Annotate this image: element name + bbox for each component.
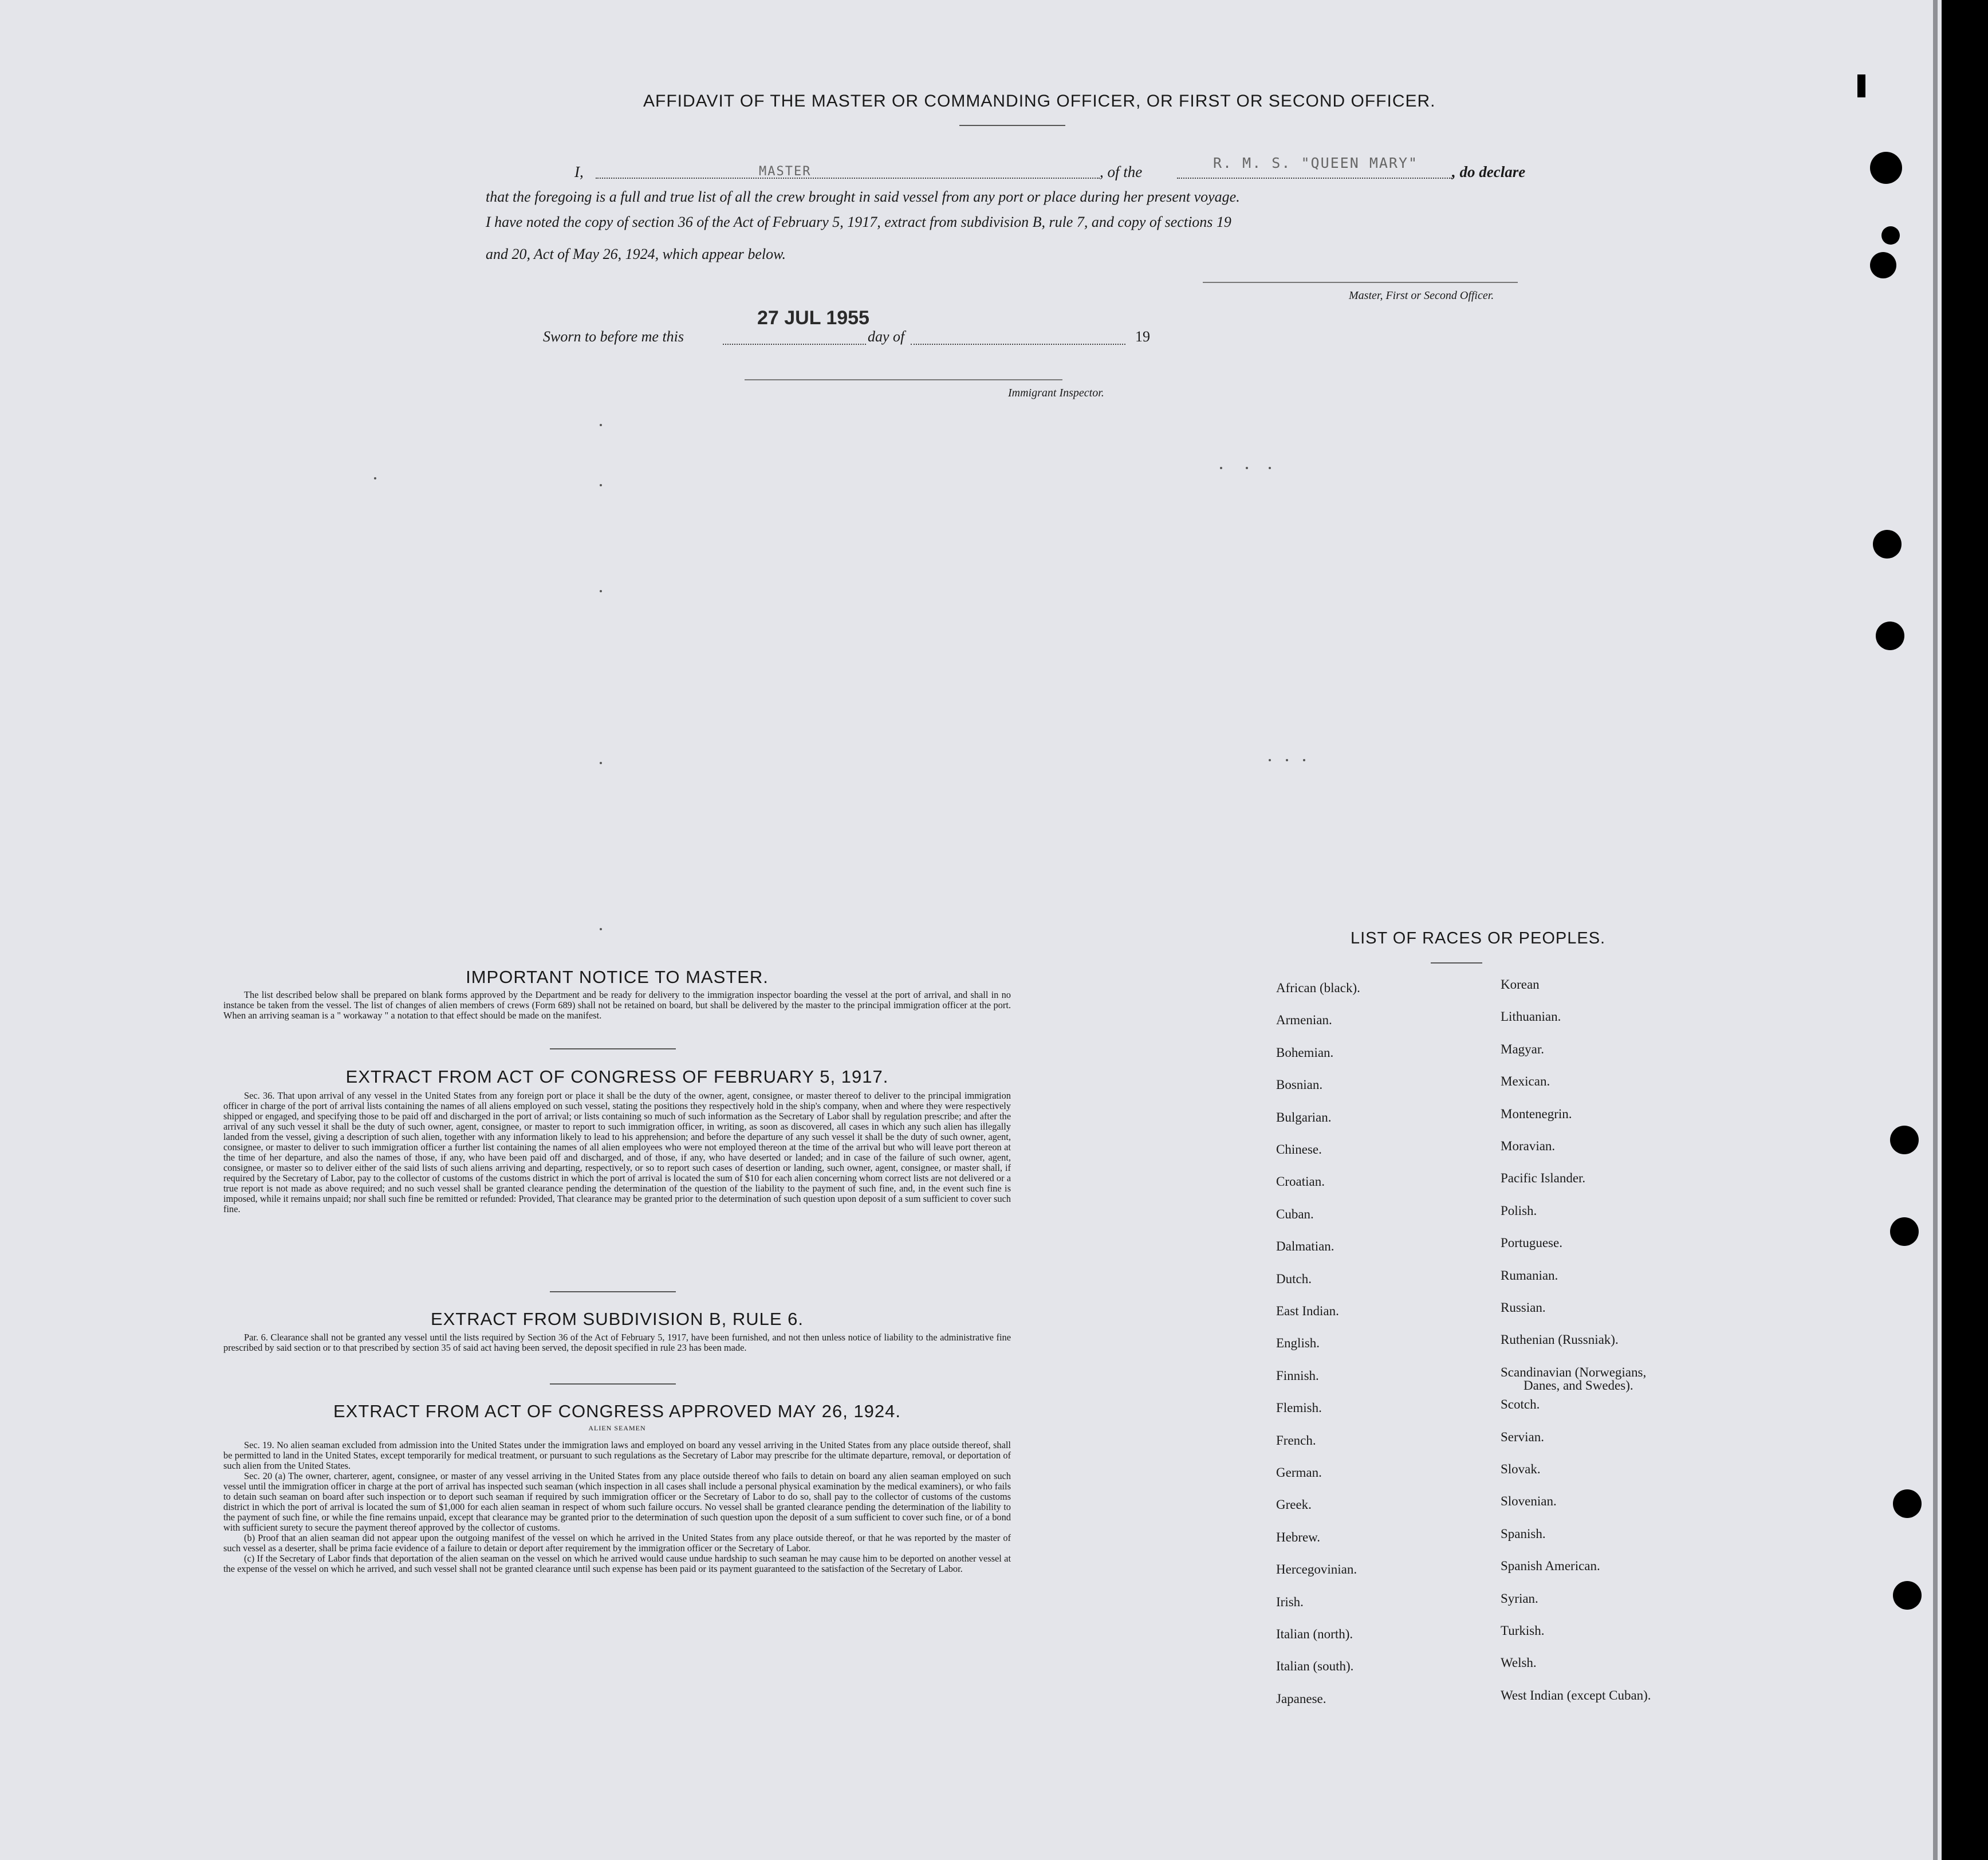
punch-hole bbox=[1870, 152, 1902, 184]
race-item: Flemish. bbox=[1276, 1401, 1322, 1415]
race-item: Hercegovinian. bbox=[1276, 1562, 1357, 1577]
punch-hole bbox=[1881, 226, 1900, 245]
races-underline bbox=[1431, 962, 1482, 964]
race-item: Dalmatian. bbox=[1276, 1239, 1334, 1254]
sec-20c-text: (c) If the Secretary of Labor finds that deportation of the alien seaman on the vessel on which he arrived would cause undue hardship to such seaman he may cause him to be deported on another vessel at the expense of the vessel on which he arrived, and such vessel shall not be granted clearance until such expense has been paid or its payment guaranteed to the satisfaction of the Secretary of Labor. bbox=[223, 1553, 1011, 1574]
vessel-value: R. M. S. "QUEEN MARY" bbox=[1213, 155, 1419, 171]
race-item: Irish. bbox=[1276, 1594, 1304, 1609]
race-item: Rumanian. bbox=[1501, 1268, 1558, 1283]
race-item: Portuguese. bbox=[1501, 1236, 1562, 1251]
sworn-label: Sworn to before me this bbox=[543, 328, 684, 345]
extract-1924-body bbox=[223, 1440, 1011, 1574]
race-item: Scandinavian (Norwegians, bbox=[1501, 1364, 1647, 1379]
race-item: Syrian. bbox=[1501, 1591, 1538, 1606]
race-item: French. bbox=[1276, 1433, 1316, 1448]
sec-20a-text: Sec. 20 (a) The owner, charterer, agent, consignee, or master of any vessel arriving in the United States from any place outside thereof who fails to detain on board any alien seaman employed on such vessel until the immigration officer in charge at the port of arrival has inspected such seaman (which inspection in all cases shall include a personal physical examination by the medical examiners), or who fails to detain such seaman on board after such inspection or to deport such seaman if required by such immigration officer or the Secretary of Labor to do so, shall pay to the collector of customs of the customs district in which the port of arrival is located the sum of $1,000 for each alien seaman in respect of whom such failure occurs. No vessel shall be granted clearance pending the determination of the liability to the payment of such fine, or while the fine remains unpaid, except that clearance may be granted prior to the determination of such question upon the deposit of a sum sufficient to cover such fine, or of a bond with sufficient surety to secure the payment thereof approved by the collector of customs. bbox=[223, 1470, 1011, 1533]
race-item: Italian (south). bbox=[1276, 1659, 1354, 1674]
sec-20b-text: (b) Proof that an alien seaman did not appear upon the outgoing manifest of the vessel on which he arrived in the United States from any place outside thereof, or that he was reported by the master of such vessel as a deserter, shall be prima facie evidence of a failure to detain or deport after requirement by the immigration officer or the Secretary of Labor. bbox=[223, 1532, 1011, 1554]
declaration-line-4: and 20, Act of May 26, 1924, which appear below. bbox=[486, 246, 786, 262]
do-declare-label: , do declare bbox=[1452, 163, 1526, 180]
race-item: Russian. bbox=[1501, 1300, 1546, 1315]
race-item: Korean bbox=[1501, 977, 1540, 992]
punch-hole bbox=[1893, 1489, 1922, 1518]
race-item: Italian (north). bbox=[1276, 1627, 1353, 1641]
notice-body bbox=[223, 990, 1011, 1021]
punch-hole bbox=[1876, 622, 1904, 650]
race-item: Pacific Islander. bbox=[1501, 1171, 1586, 1186]
sec-19-text: Sec. 19. No alien seaman excluded from admission into the United States under the immigration laws and employed on board any vessel arriving in the United States from any place outside thereof, shall be permitted to land in the United States, except temporarily for medical treatment, or pursuant to such regulations as the Secretary of Labor may prescribe for the ultimate departure, removal, or deportation of such alien from the United States. bbox=[223, 1440, 1011, 1471]
race-item: Welsh. bbox=[1501, 1655, 1537, 1670]
vessel-blank-line bbox=[1177, 178, 1452, 179]
race-item: Bosnian. bbox=[1276, 1078, 1323, 1092]
extract-1917-title: EXTRACT FROM ACT OF CONGRESS OF FEBRUARY 5, 1917. bbox=[345, 1067, 889, 1087]
day-blank-line bbox=[723, 344, 866, 345]
notice-title: IMPORTANT NOTICE TO MASTER. bbox=[466, 967, 769, 987]
punch-hole bbox=[1890, 1217, 1919, 1246]
affidavit-title: AFFIDAVIT OF THE MASTER OR COMMANDING OFFICER, OR FIRST OR SECOND OFFICER. bbox=[643, 92, 1436, 111]
title-underline bbox=[959, 125, 1065, 126]
rule-6-body bbox=[223, 1332, 1011, 1353]
race-item: Japanese. bbox=[1276, 1691, 1326, 1706]
declare-label-i: I, bbox=[574, 163, 584, 180]
race-item: West Indian (except Cuban). bbox=[1501, 1688, 1651, 1702]
race-item: Scotch. bbox=[1501, 1397, 1540, 1412]
race-item: Chinese. bbox=[1276, 1142, 1322, 1157]
race-item: Dutch. bbox=[1276, 1271, 1312, 1286]
punch-hole bbox=[1873, 530, 1902, 559]
punch-hole bbox=[1870, 252, 1896, 278]
inspector-caption: Immigrant Inspector. bbox=[1008, 387, 1104, 399]
signature-caption: Master, First or Second Officer. bbox=[1349, 289, 1494, 302]
extract-1924-title: EXTRACT FROM ACT OF CONGRESS APPROVED MAY 26, 1924. bbox=[333, 1401, 902, 1421]
race-item: English. bbox=[1276, 1336, 1320, 1351]
par-6-text: Par. 6. Clearance shall not be granted any vessel until the lists required by Section 36 of the Act of February 5, 1917, have been furnished, and not then unless notice of liability to the administrative fine prescribed by said section or to that prescribed by section 35 of said act having been served, the deposit specified in rule 23 has been made. bbox=[223, 1332, 1011, 1353]
declaration-line-3: I have noted the copy of section 36 of the Act of February 5, 1917, extract from subdivision B, rule 7, and copy of sections 19 bbox=[486, 214, 1231, 230]
divider bbox=[550, 1291, 676, 1292]
punch-hole bbox=[1890, 1126, 1919, 1154]
section-36-text: Sec. 36. That upon arrival of any vessel in the United States from any foreign port or place it shall be the duty of the owner, agent, consignee, or master thereof to deliver to the principal immigration officer in charge of the port of arrival lists containing the names of all aliens employed on such vessel, stating the positions they respectively hold in the ship's company, when and where they were respectively shipped or engaged, and specifying those to be paid off and discharged in the port of arrival; or lists containing so much of such information as the Secretary of Labor shall by regulation prescribe; and after the arrival of any such vessel it shall be the duty of such owner, agent, consignee, or master to report to such immigration officer, in writing, as soon as discovered, all cases in which any such alien has illegally landed from the vessel, giving a description of such alien, together with any information likely to lead to his apprehension; and before the departure of any such vessel it shall be the duty of such owner, agent, consignee, or master to deliver to such immigration officer a further list containing the names of all alien employees who were not employed thereon at the time of the arrival but who will leave port thereon at the time of her departure, and also the names of those, if any, who have been paid off and discharged, and of those, if any, who have deserted or landed; and in case of the failure of such owner, agent, consignee, or master so to deliver either of the said lists of such aliens arriving and departing, respectively, or so to report such cases of desertion or landing, such owner, agent, consignee, or master shall, if required by the Secretary of Labor, pay to the collector of customs of the customs district in which the port of arrival is located the sum of $10 for each alien concerning whom correct lists are not delivered or a true report is not made as above required; and no such vessel shall be granted clearance pending the determination of the question of the liability to the payment of such fine, and, in the event such fine is imposed, while it remains unpaid; nor shall such fine be remitted or refunded: Provided, That clearance may be granted prior to the determination of such question upon deposit of a sum sufficient to cover such fine. bbox=[223, 1090, 1011, 1214]
page-edge bbox=[1933, 0, 1938, 1860]
master-value: MASTER bbox=[759, 164, 812, 179]
month-blank-line bbox=[911, 344, 1125, 345]
tab-mark bbox=[1857, 74, 1865, 97]
race-item: Armenian. bbox=[1276, 1013, 1332, 1028]
extract-1917-body bbox=[223, 1091, 1011, 1214]
race-item: African (black). bbox=[1276, 981, 1360, 995]
inspector-signature-line bbox=[745, 379, 1062, 380]
date-stamp: 27 JUL 1955 bbox=[757, 307, 869, 329]
race-item: East Indian. bbox=[1276, 1304, 1339, 1318]
races-title: LIST OF RACES OR PEOPLES. bbox=[1351, 929, 1606, 947]
master-blank-line bbox=[596, 178, 1100, 179]
race-item: Hebrew. bbox=[1276, 1529, 1321, 1544]
race-item: Danes, and Swedes). bbox=[1524, 1378, 1633, 1393]
of-the-label: , of the bbox=[1100, 163, 1143, 180]
race-item: Cuban. bbox=[1276, 1206, 1314, 1221]
divider bbox=[550, 1048, 676, 1049]
race-item: Spanish American. bbox=[1501, 1559, 1600, 1574]
race-item: Servian. bbox=[1501, 1429, 1545, 1444]
race-item: Bohemian. bbox=[1276, 1045, 1334, 1060]
race-item: Greek. bbox=[1276, 1497, 1312, 1512]
race-item: German. bbox=[1276, 1465, 1322, 1480]
divider bbox=[550, 1383, 676, 1385]
race-item: Mexican. bbox=[1501, 1074, 1550, 1089]
race-item: Moravian. bbox=[1501, 1139, 1556, 1153]
punch-hole bbox=[1893, 1581, 1922, 1610]
year-label: 19 bbox=[1135, 328, 1150, 345]
race-item: Turkish. bbox=[1501, 1623, 1545, 1638]
notice-paragraph: The list described below shall be prepared on blank forms approved by the Department and be ready for delivery to the immigration inspector boarding the vessel at the port of arrival, and shall in no instance be taken from the vessel. The list of changes of alien members of crews (Form 689) shall not be retained on board, but shall be delivered by the master to the principal immigration officer at the port. When an arriving seaman is a " workaway " a notation to that effect should be made on the manifest. bbox=[223, 989, 1011, 1021]
race-item: Finnish. bbox=[1276, 1368, 1319, 1383]
race-item: Magyar. bbox=[1501, 1041, 1545, 1056]
race-item: Ruthenian (Russniak). bbox=[1501, 1332, 1619, 1347]
rule-6-title: EXTRACT FROM SUBDIVISION B, RULE 6. bbox=[430, 1309, 804, 1329]
race-item: Spanish. bbox=[1501, 1526, 1546, 1541]
race-item: Bulgarian. bbox=[1276, 1110, 1332, 1124]
race-item: Slovenian. bbox=[1501, 1494, 1557, 1509]
signature-line bbox=[1203, 282, 1518, 283]
race-item: Montenegrin. bbox=[1501, 1106, 1572, 1121]
race-item: Lithuanian. bbox=[1501, 1009, 1561, 1024]
race-item: Croatian. bbox=[1276, 1174, 1325, 1189]
day-of-label: day of bbox=[868, 328, 905, 345]
race-item: Slovak. bbox=[1501, 1462, 1541, 1476]
declaration-line-2: that the foregoing is a full and true list of all the crew brought in said vessel from any port or place during her present voyage. bbox=[486, 188, 1240, 205]
alien-seamen-subtitle: ALIEN SEAMEN bbox=[588, 1424, 646, 1432]
race-item: Polish. bbox=[1501, 1203, 1537, 1218]
